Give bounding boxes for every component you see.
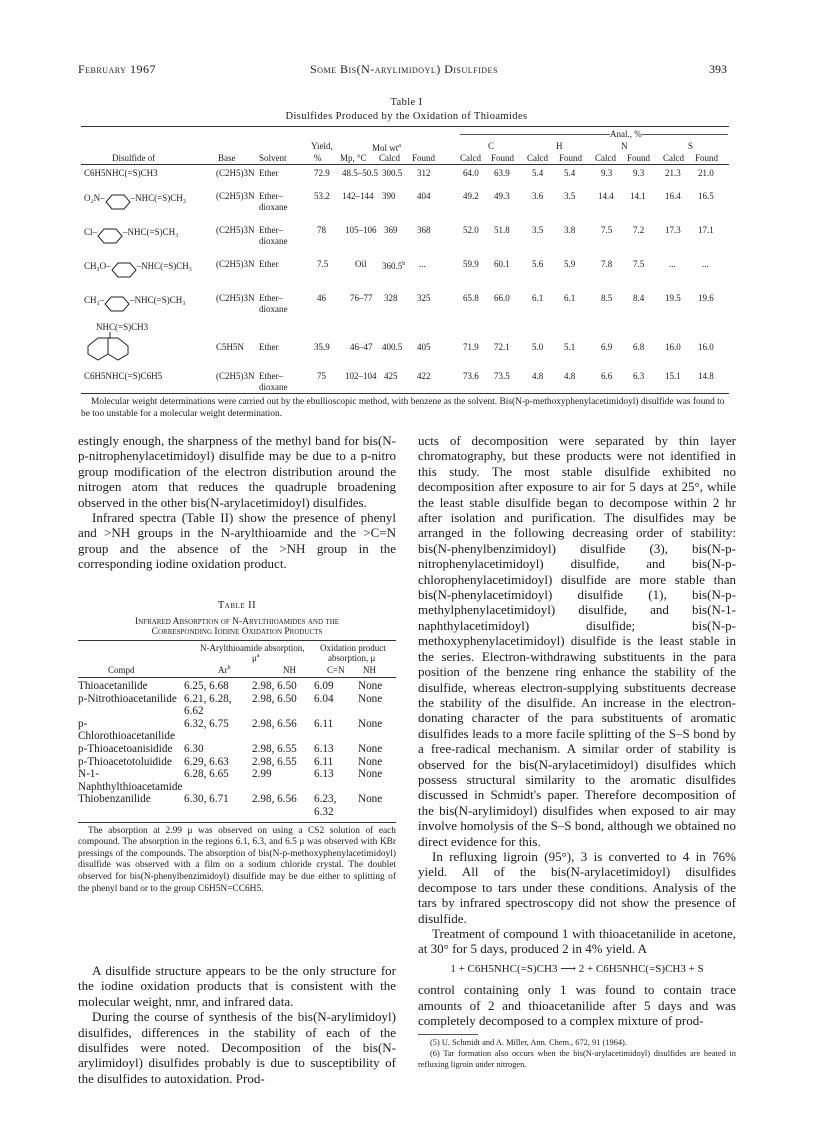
table2-title-2: Corresponding Iodine Oxidation Products xyxy=(151,627,323,637)
sub-header: Calcd xyxy=(460,153,481,163)
right-col xyxy=(418,433,736,1070)
value-cell: 5.4 xyxy=(532,168,544,178)
table-row: p-Chlorothioacetanilide 6.32, 6.75 2.98, 6.56 6.11 None xyxy=(78,717,383,743)
yield-cell: 72.9 xyxy=(314,168,330,178)
value-cell: ... xyxy=(702,259,709,269)
value-cell: 64.0 xyxy=(463,168,479,178)
t2-head-abs: absorption, μ xyxy=(328,653,376,663)
sub-header: Found xyxy=(627,153,651,163)
compound-formula: C6H5NHC(=S)C6H5 xyxy=(84,371,163,381)
anal-header: Anal., % xyxy=(610,129,642,139)
mp-cell: Oil xyxy=(355,259,367,269)
table2 xyxy=(78,600,396,895)
value-cell: 21.0 xyxy=(698,168,714,178)
yield-cell: 75 xyxy=(317,371,326,381)
value-cell: 425 xyxy=(384,371,398,381)
value-cell: 5.1 xyxy=(564,342,576,352)
base-cell: C5H5N xyxy=(216,342,245,352)
paragraph: During the course of synthesis of the bis(N-arylimidoyl) disulfides, differences in the stability of each of the disulfides were noted. Decomposition of the bis(N-arylimidoyl) disulfides probably is due to susceptibility of the disulfides to autoxidation. Prod- xyxy=(78,1009,396,1086)
t2-col-nh: NH xyxy=(283,665,296,675)
value-cell: 72.1 xyxy=(494,342,510,352)
mp-cell: 48.5–50.5 xyxy=(342,168,378,178)
compound-structure: O₂N– –NHC(=S)CH₃ xyxy=(84,191,186,207)
footnote-divider xyxy=(418,1034,478,1035)
value-cell: 390 xyxy=(382,191,396,201)
t2-head-a: N-Arylthioamide absorption, xyxy=(200,643,305,653)
benzene-ring-icon xyxy=(111,262,137,278)
table-row: Thioacetanilide 6.25, 6.68 2.98, 6.50 6.09 None xyxy=(78,680,383,692)
value-cell: 404 xyxy=(417,191,431,201)
table1-label: Table I xyxy=(390,97,423,108)
value-cell: 312 xyxy=(417,168,431,178)
h-header: H xyxy=(556,141,563,151)
mp-cell: 46–47 xyxy=(350,342,373,352)
mp-col-header: Mp, °C xyxy=(340,153,367,163)
value-cell: 6.1 xyxy=(564,293,576,303)
value-cell: 15.1 xyxy=(665,371,681,381)
value-cell: 59.9 xyxy=(463,259,479,269)
base-cell: (C2H5)3N xyxy=(216,168,255,178)
table2-footnote: The absorption at 2.99 μ was observed on using a CS2 solution of each compound. The absorption in the regions 6.1, 6.3, and 6.5 μ was observed with KBr pressings of the compounds. The absorption of bis(N-p-methoxyphenylacetimidoyl) disulfide was observed with a film on a sodium chloride crystal. The doublet observed for bis(N-phenylbenzimidoyl) disulfide may be due either to splitting of the phenyl band or to the group C6H5N=CC6H5. xyxy=(78,825,396,894)
t2-col-cn: C=N xyxy=(327,665,345,675)
yield-cell: 53.2 xyxy=(314,191,330,201)
table1-title: Disulfides Produced by the Oxidation of Thioamides xyxy=(285,111,528,122)
solvent-cell-2: dioxane xyxy=(259,382,288,392)
sub-header: Found xyxy=(695,153,719,163)
value-cell: 73.6 xyxy=(463,371,479,381)
value-cell: 8.4 xyxy=(633,293,645,303)
value-cell: 5.4 xyxy=(564,168,576,178)
disulfide-col-header: Disulfide of xyxy=(112,153,156,163)
table-row: p-Thioacetoanisidide 6.30 2.98, 6.55 6.13 None xyxy=(78,742,383,755)
value-cell: 14.8 xyxy=(698,371,714,381)
reference-5: (5) U. Schmidt and A. Miller, Ann. Chem., 672, 91 (1964). xyxy=(430,1038,627,1048)
sub-header: Found xyxy=(491,153,515,163)
value-cell: ... xyxy=(669,259,676,269)
value-cell: 3.6 xyxy=(532,191,544,201)
value-cell: 300.5 xyxy=(382,168,403,178)
value-cell: 4.8 xyxy=(532,371,544,381)
yield-col-header: % xyxy=(314,153,322,163)
value-cell: 5.0 xyxy=(532,342,544,352)
reaction-equation: 1 + C6H5NHC(=S)CH3 ⟶ 2 + C6H5NHC(=S)CH3 + S xyxy=(450,962,704,975)
value-cell: 360.5$^b$ xyxy=(382,261,406,271)
base-col-header: Base xyxy=(218,153,236,163)
yield-cell: 78 xyxy=(317,225,326,235)
value-cell: 6.9 xyxy=(601,342,613,352)
table1-footnote: Molecular weight determinations were carried out by the ebullioscopic method, with benzene as the solvent. Bis(N-p-methoxyphenylacetimidoyl) disulfide was found to be too unstable for a molecular weight determination. xyxy=(81,397,725,420)
value-cell: 73.5 xyxy=(494,371,510,381)
t2-col-ar: Ar$^b$ xyxy=(218,665,231,675)
value-cell: 71.9 xyxy=(463,342,479,352)
value-cell: 405 xyxy=(417,342,431,352)
value-cell: 4.8 xyxy=(564,371,576,381)
table-row: p-Thioacetotoluidide 6.29, 6.63 2.98, 6.55 6.11 None xyxy=(78,755,383,768)
value-cell: 14.4 xyxy=(598,191,614,201)
value-cell: 3.5 xyxy=(532,225,544,235)
compound-formula: C6H5NHC(=S)CH3 xyxy=(84,168,158,178)
value-cell: 6.3 xyxy=(633,371,645,381)
table1-header-rule xyxy=(81,164,729,165)
t2-col-nh2: NH xyxy=(363,665,376,675)
value-cell: 6.1 xyxy=(532,293,544,303)
yield-cell: 7.5 xyxy=(317,259,329,269)
value-cell: 8.5 xyxy=(601,293,613,303)
value-cell: 17.1 xyxy=(698,225,714,235)
value-cell: 369 xyxy=(384,225,398,235)
sub-header: Found xyxy=(559,153,583,163)
yield-top-header: Yield, xyxy=(311,141,333,151)
n-header: N xyxy=(621,141,628,151)
value-cell: 49.3 xyxy=(494,191,510,201)
reference-6: (6) Tar formation also occurs when the bis(N-arylacetimidoyl) disulfides are heated in refluxing ligroin under nitrogen. xyxy=(418,1049,736,1069)
compound-structure: CH₃O– –NHC(=S)CH₃ xyxy=(84,259,192,275)
paragraph: control containing only 1 was found to contain trace amounts of 2 and thioacetanilide after 5 days and was completely decomposed to a complex mixture of prod- xyxy=(418,982,736,1029)
value-cell: 7.8 xyxy=(601,259,613,269)
naphthalene-ring-icon xyxy=(86,332,132,362)
value-cell: 6.6 xyxy=(601,371,613,381)
value-cell: 60.1 xyxy=(494,259,510,269)
table2-label: Table II xyxy=(217,600,257,611)
s-header: S xyxy=(688,141,694,151)
value-cell: 21.3 xyxy=(665,168,681,178)
sub-header: Calcd xyxy=(379,153,400,163)
base-cell: (C2H5)3N xyxy=(216,225,255,235)
running-head-title: Some Bis(N-arylimidoyl) Disulfides xyxy=(310,62,498,76)
table2-title-1: Infrared Absorption of N-Arylthioamides and the xyxy=(134,617,340,627)
value-cell: 6.8 xyxy=(633,342,645,352)
value-cell: 52.0 xyxy=(463,225,479,235)
value-cell: 7.5 xyxy=(601,225,613,235)
value-cell: 422 xyxy=(417,371,431,381)
solvent-cell: Ether– xyxy=(259,191,283,201)
yield-cell: 35.9 xyxy=(314,342,330,352)
table1-bottom-rule xyxy=(81,393,729,394)
benzene-ring-icon xyxy=(104,296,130,312)
value-cell: 3.5 xyxy=(564,191,576,201)
compound-substituent: NHC(=S)CH3 xyxy=(96,322,149,332)
solvent-cell: Ether– xyxy=(259,371,283,381)
value-cell: 14.1 xyxy=(630,191,646,201)
table-row: N-1-Naphthylthioacetamide 6.28, 6.65 2.99 6.13 None xyxy=(78,768,383,793)
solvent-cell: Ether xyxy=(259,168,279,178)
molwt-header: Mol $wt^a$ xyxy=(372,143,401,153)
sub-header: Calcd xyxy=(595,153,616,163)
value-cell: 63.9 xyxy=(494,168,510,178)
benzene-ring-icon xyxy=(105,194,131,210)
compound-structure: Cl– –NHC(=S)CH₃ xyxy=(84,225,178,241)
solvent-cell-2: dioxane xyxy=(259,304,288,314)
value-cell: 19.6 xyxy=(698,293,714,303)
t2-head-mu: $\mu^a$ xyxy=(252,653,260,663)
table2-body xyxy=(78,680,396,819)
value-cell: 66.0 xyxy=(494,293,510,303)
value-cell: 65.8 xyxy=(463,293,479,303)
benzene-ring-icon xyxy=(97,228,123,244)
paragraph: In refluxing ligroin (95°), 3 is converted to 4 in 76% yield. All of the bis(N-arylacetimidoyl) disulfides decompose to tars under these conditions. Analysis of the tars by infrared spectroscopy did not show the presence of disulfide. xyxy=(418,848,736,926)
solvent-cell-2: dioxane xyxy=(259,202,288,212)
paragraph: estingly enough, the sharpness of the methyl band for bis(N-p-nitrophenylacetimidoyl) disulfide may be due to a p-nitro group modification of the electron distribution around the nitrogen atom that reduces the quadruple broadening observed in the other bis(N-arylacetimidoyl) disulfides. xyxy=(78,433,396,510)
mp-cell: 102–104 xyxy=(345,371,377,381)
mp-cell: 76–77 xyxy=(350,293,373,303)
left-col-top xyxy=(78,433,396,572)
value-cell: 16.0 xyxy=(665,342,681,352)
value-cell: 400.5 xyxy=(382,342,403,352)
paragraph: Infrared spectra (Table II) show the presence of phenyl and >NH groups in the N-arylthioamide and the >C=N group and the absence of the >NH group in the corresponding iodine oxidation product. xyxy=(78,510,396,572)
solvent-cell: Ether xyxy=(259,259,279,269)
value-cell: 9.3 xyxy=(601,168,613,178)
base-cell: (C2H5)3N xyxy=(216,259,255,269)
value-cell: 328 xyxy=(384,293,398,303)
sub-header: Calcd xyxy=(527,153,548,163)
paragraph: A disulfide structure appears to be the only structure for the iodine oxidation products that is consistent with the molecular weight, nmr, and infrared data. xyxy=(78,963,396,1009)
running-head-date: February 1967 xyxy=(78,62,156,76)
base-cell: (C2H5)3N xyxy=(216,293,255,303)
value-cell: 16.5 xyxy=(698,191,714,201)
value-cell: 19.5 xyxy=(665,293,681,303)
value-cell: 3.8 xyxy=(564,225,576,235)
value-cell: 9.3 xyxy=(633,168,645,178)
value-cell: 5.6 xyxy=(532,259,544,269)
sub-header: Found xyxy=(412,153,436,163)
value-cell: 7.2 xyxy=(633,225,645,235)
value-cell: 325 xyxy=(417,293,431,303)
t2-head-b: Oxidation product xyxy=(320,643,386,653)
value-cell: 368 xyxy=(417,225,431,235)
value-cell: 17.3 xyxy=(665,225,681,235)
value-cell: 51.8 xyxy=(494,225,510,235)
value-cell: 7.5 xyxy=(633,259,645,269)
solvent-col-header: Solvent xyxy=(259,153,287,163)
paragraph: ucts of decomposition were separated by thin layer chromatography, but these products were not identified in this study. The most stable disulfide exhibited no decomposition after exposure to air for 5 days at 25°, while the least stable disulfide began to decompose within 2 hr after isolation and purification. The disulfides may be arranged in the following decreasing order of stability: bis(N-phenylbenzimidoyl) disulfide (3), bis(N-p-nitrophenylacetimidoyl) disulfide, and bis(N-p-chlorophenylacetimidoyl) disulfide are more stable than bis(N-phenylacetimidoyl) disulfide (1), bis(N-p-methylphenylacetimidoyl) disulfide, and bis(N-1-naphthylacetimidoyl) disulfide; bis(N-p-methoxyphenylacetimidoyl) disulfide is the least stable in the series. Electron-withdrawing substituents in the para position of the benzene ring enhance the stability of the disulfide, whereas electron-supplying substituents decrease the stability of the disulfide. An increase in the electron-donating character of the para substituents of aromatic disulfides leads to a more facile splitting of the S–S bond by a free-radical mechanism. A similar order of stability is observed for the bis(N-arylacetimidoyl) disulfides which possess structural similarity to the aromatic disulfides discussed in Schmidt's paper. Therefore decomposition of the bis(N-arylimidoyl) disulfides when exposed to air may involve homolysis of the S–S bond, although we obtained no direct evidence for this. xyxy=(418,433,736,849)
page-number: 393 xyxy=(709,62,727,76)
table-row: Thiobenzanilide 6.30, 6.71 2.98, 6.56 6.23, 6.32 None xyxy=(78,793,383,818)
solvent-cell: Ether xyxy=(259,342,279,352)
mp-cell: 142–144 xyxy=(342,191,374,201)
yield-cell: 46 xyxy=(317,293,326,303)
left-col-bottom xyxy=(78,963,396,1086)
value-cell: ... xyxy=(419,259,426,269)
value-cell: 16.4 xyxy=(665,191,681,201)
t2-col-compd: Compd xyxy=(108,665,135,675)
value-cell: 5.9 xyxy=(564,259,576,269)
table1-top-rule xyxy=(81,126,729,127)
paragraph: Treatment of compound 1 with thioacetanilide in acetone, at 30° for 5 days, produced 2 in 4% yield. A xyxy=(418,926,736,957)
solvent-cell-2: dioxane xyxy=(259,236,288,246)
base-cell: (C2H5)3N xyxy=(216,191,255,201)
compound-structure: CH₃– –NHC(=S)CH₃ xyxy=(84,293,185,309)
table-row: p-Nitrothioacetanilide 6.21, 6.28, 6.62 2.98, 6.50 6.04 None xyxy=(78,692,383,718)
sub-header: Calcd xyxy=(663,153,684,163)
solvent-cell: Ether– xyxy=(259,293,283,303)
solvent-cell: Ether– xyxy=(259,225,283,235)
base-cell: (C2H5)3N xyxy=(216,371,255,381)
value-cell: 49.2 xyxy=(463,191,479,201)
c-header: C xyxy=(488,141,495,151)
value-cell: 16.0 xyxy=(698,342,714,352)
mp-cell: 105–106 xyxy=(345,225,377,235)
